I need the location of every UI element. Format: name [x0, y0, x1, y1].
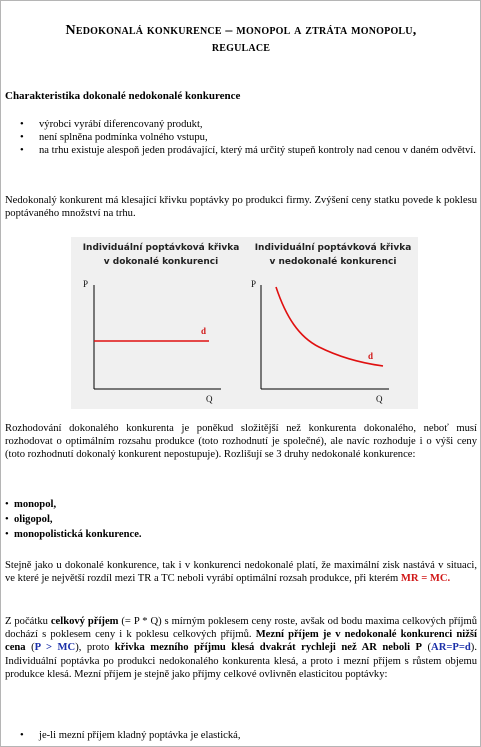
revenue-bold-term: křivka mezního příjmu klesá dvakrát rychleji než AR neboli P	[114, 642, 423, 654]
paragraph-optimum	[5, 559, 477, 585]
paragraph-revenue	[5, 615, 477, 681]
revenue-text: ). Individuální poptávka po produkci nedokonalého konkurenta klesá, a proto i mezní příjem s růstem objemu produkce klesá. Mezní příjem je stejně jako příjmy celkové ovlivněn elasticitou poptávky:	[5, 642, 477, 680]
right-demand-curve	[276, 287, 383, 366]
revenue-text: (	[25, 642, 35, 654]
left-x-axis-label: Q	[206, 394, 213, 404]
revenue-text: Z počátku	[5, 616, 51, 627]
revenue-formula: P > MC	[34, 642, 76, 654]
left-y-axis-label: P	[83, 279, 89, 289]
revenue-text: ), proto	[75, 642, 115, 654]
left-chart-title-line-2: v dokonalé konkurenci	[103, 257, 219, 267]
right-chart-title-line-1: Individuální poptávková křivka	[254, 243, 412, 253]
right-curve-label: d	[368, 351, 374, 361]
right-x-axis-label: Q	[376, 394, 383, 404]
list-item: • monopolistická konkurence.	[5, 527, 477, 542]
list-item: • je-li mezní příjem kladný poptávka je elastická,	[5, 729, 477, 742]
characteristics-list	[5, 118, 477, 158]
competition-types-list	[5, 497, 477, 542]
list-item: • výrobci vyrábí diferencovaný produkt,	[5, 118, 477, 131]
list-item: • monopol,	[5, 497, 477, 512]
revenue-bold-term: celkový příjem	[50, 616, 119, 627]
right-chart-title-line-2: v nedokonalé konkurenci	[269, 257, 397, 267]
optimum-text: Stejně jako u dokonalé konkurence, tak i v konkurenci nedokonalé platí, že maximální zisk nastává v situaci, ve které je největší rozdíl mezi TR a TC neboli vyrábí optimální rozsah produkce, při kterém	[5, 560, 477, 585]
revenue-bold-term: Mezní příjem je v nedokonalé konkurenci nižší cena	[5, 629, 477, 654]
elasticity-list	[5, 729, 477, 742]
demand-curves-figure	[71, 237, 418, 409]
paragraph-demand: Nedokonalý konkurent má klesající křivku poptávky po produkci firmy. Zvýšení ceny statku povede k poklesu poptávaného množství na trhu.	[5, 195, 477, 220]
revenue-text: (= P * Q) s mírným poklesem ceny roste, avšak od bodu maxima celkových příjmů dochází s poklesem ceny i k poklesu celkových příjmů.	[5, 616, 477, 641]
figure-svg	[71, 237, 418, 409]
list-item: • na trhu existuje alespoň jeden prodávající, který má určitý stupeň kontroly nad cenou v daném odvětví.	[5, 144, 477, 157]
left-curve-label: d	[201, 326, 207, 336]
page-title	[5, 22, 477, 56]
optimum-rule: MR = MC.	[400, 573, 451, 585]
paragraph-decision: Rozhodování dokonalého konkurenta je poněkud složitější než konkurenta dokonalého, neboť musí rozhodovat o optimálním rozsahu produkce (toto rozhodnutí je společné), ale navíc rozhoduje i o výši ceny (toto rozhodnutí dokonalý konkurent nepostupuje). Rozlišují se 3 druhy nedokonalé konkurence:	[5, 423, 477, 461]
section-heading: Charakteristika dokonalé nedokonalé konkurence	[5, 90, 241, 102]
revenue-text: (	[422, 642, 432, 654]
list-item: • není splněna podmínka volného vstupu,	[5, 131, 477, 144]
right-y-axis-label: P	[251, 279, 257, 289]
title-line-2: regulace	[211, 40, 271, 55]
left-chart-title-line-1: Individuální poptávková křivka	[82, 243, 240, 253]
list-item: • oligopol,	[5, 512, 477, 527]
title-line-1: Nedokonalá konkurence – monopol a ztráta monopolu,	[65, 23, 417, 38]
revenue-formula: AR=P=d	[431, 642, 471, 654]
